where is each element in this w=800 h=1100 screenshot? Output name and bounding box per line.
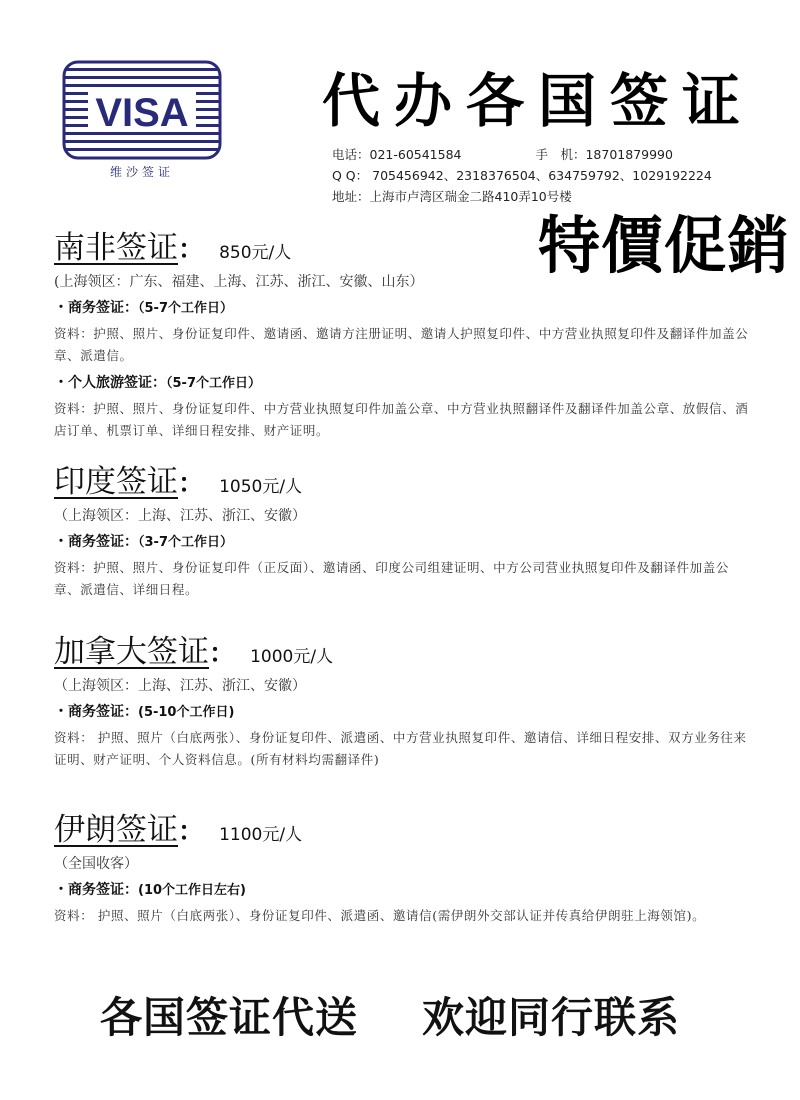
sub-material: 资料：护照、照片、身份证复印件、邀请函、邀请方注册证明、邀请人护照复印件、中方营业执照复印件及翻译件加盖公章、派遣信。 [54, 326, 749, 363]
section-price: 850元/人 [219, 243, 292, 263]
section-colon: ： [178, 817, 205, 847]
address-text: 地址：上海市卢湾区瑞金二路410弄10号楼 [332, 189, 572, 204]
qq-text: Q Q： 705456942、2318376504、634759792、1029192224 [332, 168, 712, 183]
logo-text: VISA [95, 91, 189, 135]
sub-heading [54, 700, 754, 725]
visa-logo-graphic [62, 60, 222, 160]
section-title: 南非签证 [54, 230, 178, 266]
footer-slogans [100, 985, 740, 1045]
section-header [54, 222, 754, 268]
promo-banner: 特價促銷 [538, 209, 791, 282]
page-title: 代办各国签证 [322, 67, 755, 135]
sub-duration: （3-7个工作日） [138, 535, 233, 550]
section-header [54, 456, 754, 502]
section-region: (上海领区：广东、福建、上海、江苏、浙江、安徽、山东） [54, 274, 424, 290]
section-price: 1100元/人 [219, 825, 303, 845]
footer-left-slogan: 各国签证代送 [100, 993, 359, 1042]
sub-label: ・商务签证： [54, 704, 138, 720]
section-iran [54, 804, 754, 927]
sub-duration: （5-7个工作日） [166, 376, 261, 391]
section-header [54, 804, 754, 850]
sub-heading [54, 530, 754, 555]
contact-info [332, 144, 772, 207]
sub-duration: (5-10个工作日) [138, 705, 235, 720]
section-south-africa [54, 222, 754, 442]
visa-logo [62, 60, 222, 160]
section-price: 1000元/人 [250, 647, 334, 667]
footer-right-slogan: 欢迎同行联系 [422, 993, 681, 1042]
section-colon: ： [178, 469, 205, 499]
section-region: （上海领区：上海、江苏、浙江、安徽） [54, 508, 306, 524]
sub-duration: （5-7个工作日） [138, 301, 233, 316]
section-title: 加拿大签证 [54, 634, 209, 670]
sub-material: 资料： 护照、照片（白底两张）、身份证复印件、派遣函、中方营业执照复印件、邀请信、详细日程安排、双方业务往来证明、财产证明、个人资料信息。(所有材料均需翻译件) [54, 730, 747, 767]
sub-material: 资料： 护照、照片（白底两张）、身份证复印件、派遣函、邀请信(需伊朗外交部认证并传真给伊朗驻上海领馆)。 [54, 908, 706, 923]
section-canada [54, 626, 754, 771]
phone-text: 电话：021-60541584 [332, 147, 462, 162]
sub-label: ・个人旅游签证： [54, 375, 166, 391]
sub-material: 资料：护照、照片、身份证复印件、中方营业执照复印件加盖公章、中方营业执照翻译件及翻译件加盖公章、放假信、酒店订单、机票订单、详细日程安排、财产证明。 [54, 401, 749, 438]
section-title: 印度签证 [54, 464, 178, 500]
section-india [54, 456, 754, 601]
section-price: 1050元/人 [219, 477, 303, 497]
section-colon: ： [209, 639, 236, 669]
section-header [54, 626, 754, 672]
sub-duration: (10个工作日左右) [138, 883, 246, 898]
section-colon: ： [178, 235, 205, 265]
sub-material: 资料：护照、照片、身份证复印件（正反面）、邀请函、印度公司组建证明、中方公司营业执照复印件及翻译件加盖公章、派遣信、详细日程。 [54, 560, 729, 597]
section-region: （上海领区：上海、江苏、浙江、安徽） [54, 678, 306, 694]
sub-heading [54, 296, 754, 321]
sub-heading [54, 878, 754, 903]
sub-label: ・商务签证： [54, 882, 138, 898]
sub-heading [54, 371, 754, 396]
sub-label: ・商务签证： [54, 300, 138, 316]
sub-label: ・商务签证： [54, 534, 138, 550]
mobile-text: 手 机：18701879990 [535, 147, 673, 162]
section-region: （全国收客） [54, 856, 138, 872]
section-title: 伊朗签证 [54, 812, 178, 848]
logo-subtitle: 维沙签证 [109, 165, 174, 179]
